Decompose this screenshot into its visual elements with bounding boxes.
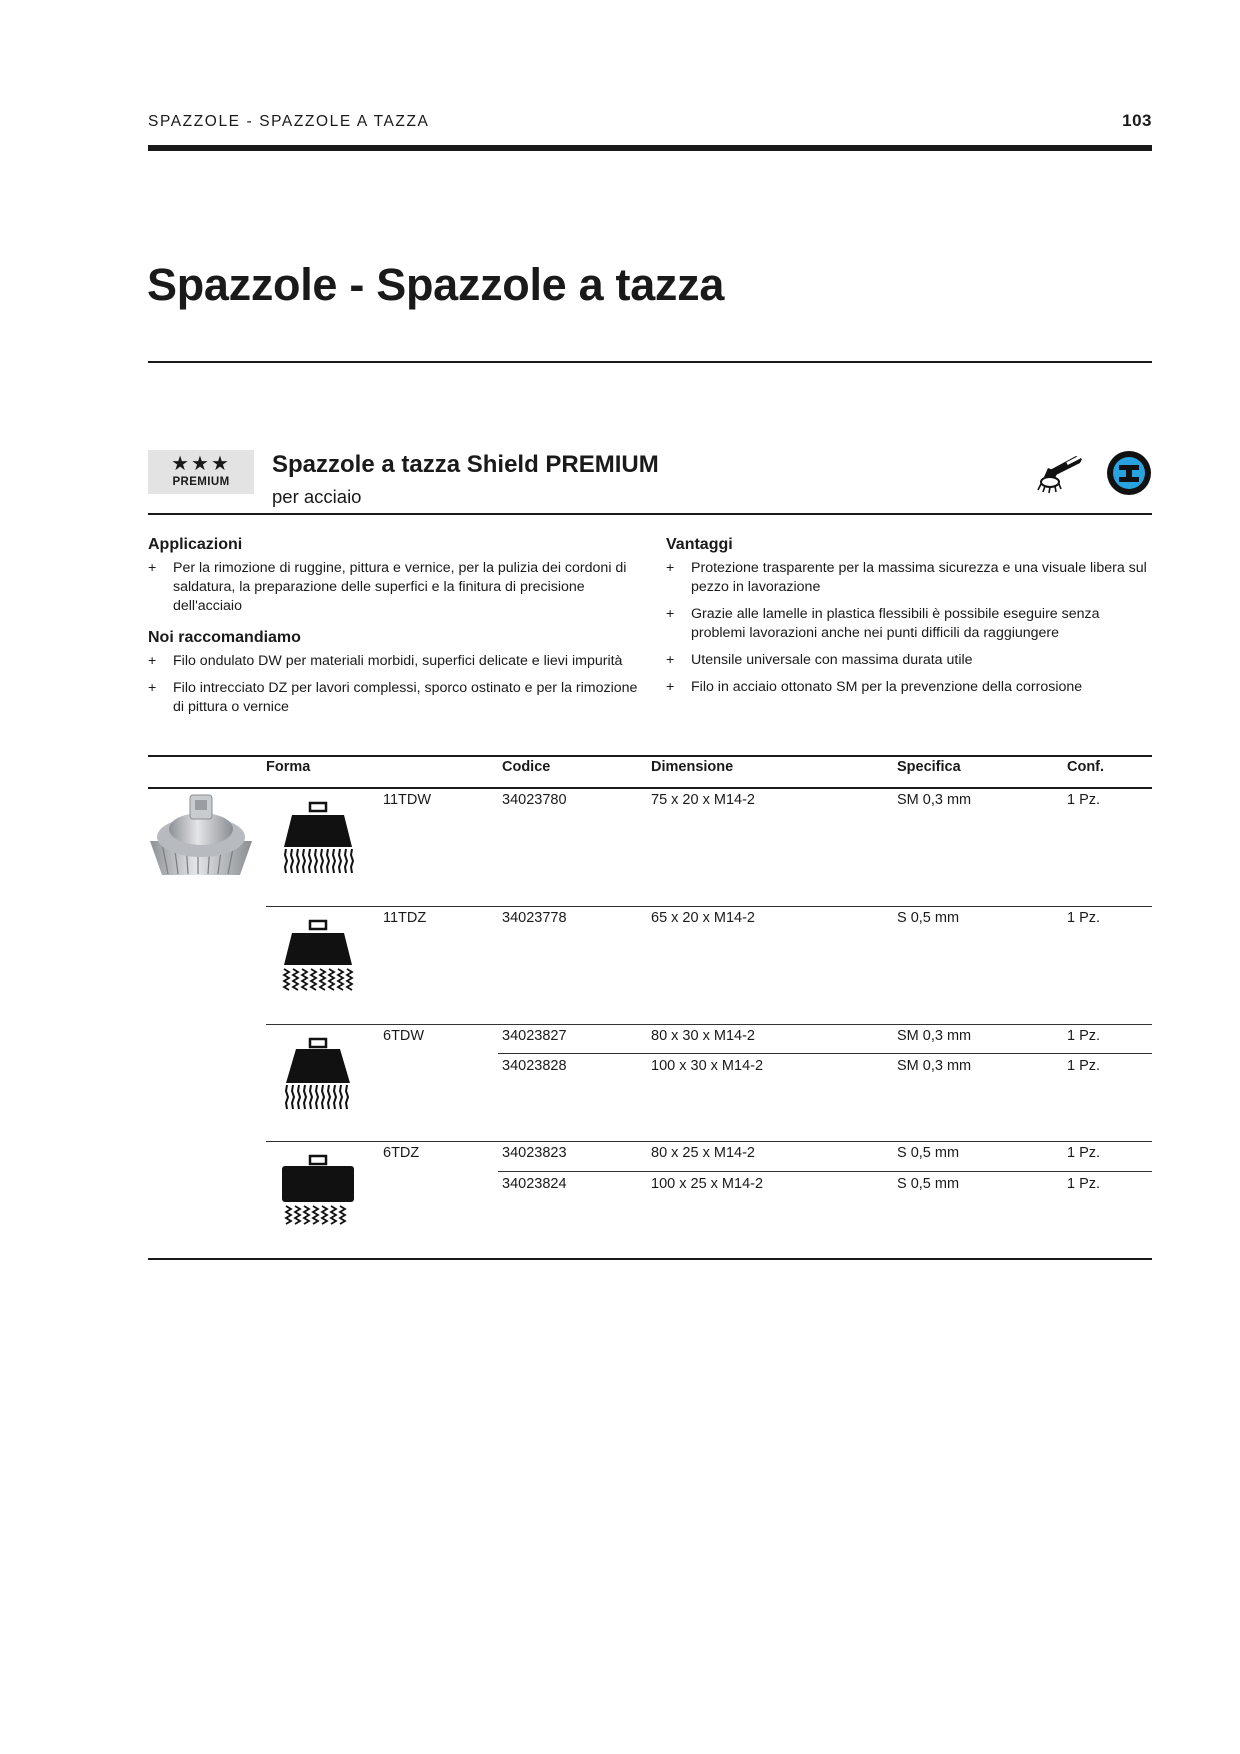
- conf-cell: 1 Pz.: [1067, 910, 1101, 926]
- dimensione-cell: 80 x 25 x M14-2: [651, 1145, 755, 1161]
- list-item: + Per la rimozione di ruggine, pittura e vernice, per la pulizia dei cordoni di saldatura, la preparazione delle superfici e la finitura di precisione dell'acciaio: [148, 560, 627, 614]
- group-divider: [266, 1141, 1152, 1142]
- specifica-cell: SM 0,3 mm: [897, 1058, 972, 1074]
- dimensione-cell: 75 x 20 x M14-2: [651, 792, 755, 808]
- page-number: 103: [1122, 111, 1152, 130]
- list-item: + Filo in acciaio ottonato SM per la prevenzione della corrosione: [666, 679, 1083, 695]
- forma-label: 6TDW: [383, 1028, 425, 1044]
- specifica-cell: S 0,5 mm: [897, 1176, 960, 1192]
- product-subtitle: per acciaio: [272, 486, 362, 507]
- premium-badge: [148, 450, 254, 494]
- shape-11tdw-icon: [278, 795, 358, 891]
- col-header-conf: Conf.: [1067, 759, 1105, 775]
- vantaggi-heading: Vantaggi: [666, 536, 733, 553]
- plus-icon: +: [148, 560, 157, 576]
- list-item: + Filo ondulato DW per materiali morbidi, superfici delicate e lievi impurità: [148, 653, 623, 669]
- col-header-dimensione: Dimensione: [651, 759, 734, 775]
- codice-cell: 34023827: [502, 1028, 567, 1044]
- row-divider: [498, 1053, 1152, 1054]
- brand-logo-icon: [1106, 450, 1152, 496]
- raccomandiamo-list: [148, 652, 648, 717]
- specifica-cell: S 0,5 mm: [897, 1145, 960, 1161]
- vantaggi-list: [666, 559, 1154, 697]
- dimensione-cell: 100 x 25 x M14-2: [651, 1176, 764, 1192]
- running-header: SPAZZOLE - SPAZZOLE A TAZZA: [148, 113, 430, 130]
- page-title: Spazzole - Spazzole a tazza: [147, 259, 725, 310]
- codice-cell: 34023823: [502, 1145, 567, 1161]
- plus-icon: +: [148, 653, 157, 669]
- product-rule: [148, 513, 1152, 515]
- specifica-cell: SM 0,3 mm: [897, 1028, 972, 1044]
- plus-icon: +: [148, 680, 157, 696]
- applicazioni-list: [148, 559, 648, 616]
- specifica-cell: S 0,5 mm: [897, 910, 960, 926]
- group-divider: [266, 1024, 1152, 1025]
- list-item: + Protezione trasparente per la massima sicurezza e una visuale libera sul pezzo in lavorazione: [666, 560, 1147, 595]
- forma-label: 11TDZ: [383, 910, 427, 926]
- rating-stars: ★★★: [171, 453, 231, 475]
- conf-cell: 1 Pz.: [1067, 1028, 1101, 1044]
- shape-6tdz-icon: [278, 1148, 358, 1244]
- dimensione-cell: 80 x 30 x M14-2: [651, 1028, 755, 1044]
- specifica-cell: SM 0,3 mm: [897, 792, 972, 808]
- conf-cell: 1 Pz.: [1067, 1176, 1101, 1192]
- header-rule: [148, 145, 1152, 151]
- codice-cell: 34023828: [502, 1058, 567, 1074]
- codice-cell: 34023780: [502, 792, 567, 808]
- product-title: Spazzole a tazza Shield PREMIUM: [272, 451, 659, 478]
- cup-brush-photo: [146, 785, 256, 881]
- table-header-rule: [148, 787, 1152, 789]
- title-rule: [148, 361, 1152, 363]
- plus-icon: +: [666, 606, 675, 622]
- list-item: + Filo intrecciato DZ per lavori complessi, sporco ostinato e per la rimozione di pittura o vernice: [148, 680, 638, 715]
- group-divider: [266, 906, 1152, 907]
- shape-11tdz-icon: [278, 913, 358, 1009]
- row-divider: [498, 1171, 1152, 1172]
- list-item: + Utensile universale con massima durata utile: [666, 652, 973, 668]
- plus-icon: +: [666, 679, 675, 695]
- table-bottom-rule: [148, 1258, 1152, 1260]
- left-column: [148, 536, 648, 725]
- plus-icon: +: [666, 560, 675, 576]
- raccomandiamo-heading: Noi raccomandiamo: [148, 629, 301, 646]
- shape-6tdw-icon: [278, 1031, 358, 1127]
- badge-label: PREMIUM: [172, 476, 230, 488]
- col-header-codice: Codice: [502, 759, 551, 775]
- forma-label: 11TDW: [383, 792, 432, 808]
- conf-cell: 1 Pz.: [1067, 792, 1101, 808]
- right-column: [666, 536, 1154, 705]
- table-top-rule: [148, 755, 1152, 757]
- codice-cell: 34023824: [502, 1176, 567, 1192]
- conf-cell: 1 Pz.: [1067, 1058, 1101, 1074]
- forma-label: 6TDZ: [383, 1145, 420, 1161]
- applicazioni-heading: Applicazioni: [148, 536, 243, 553]
- codice-cell: 34023778: [502, 910, 567, 926]
- conf-cell: 1 Pz.: [1067, 1145, 1101, 1161]
- dimensione-cell: 100 x 30 x M14-2: [651, 1058, 764, 1074]
- col-header-forma: Forma: [266, 759, 311, 775]
- plus-icon: +: [666, 652, 675, 668]
- list-item: + Grazie alle lamelle in plastica flessibili è possibile eseguire senza problemi lavorazioni anche nei punti difficili da raggiungere: [666, 606, 1100, 641]
- angle-grinder-icon: [1036, 450, 1086, 496]
- col-header-specifica: Specifica: [897, 759, 961, 775]
- dimensione-cell: 65 x 20 x M14-2: [651, 910, 755, 926]
